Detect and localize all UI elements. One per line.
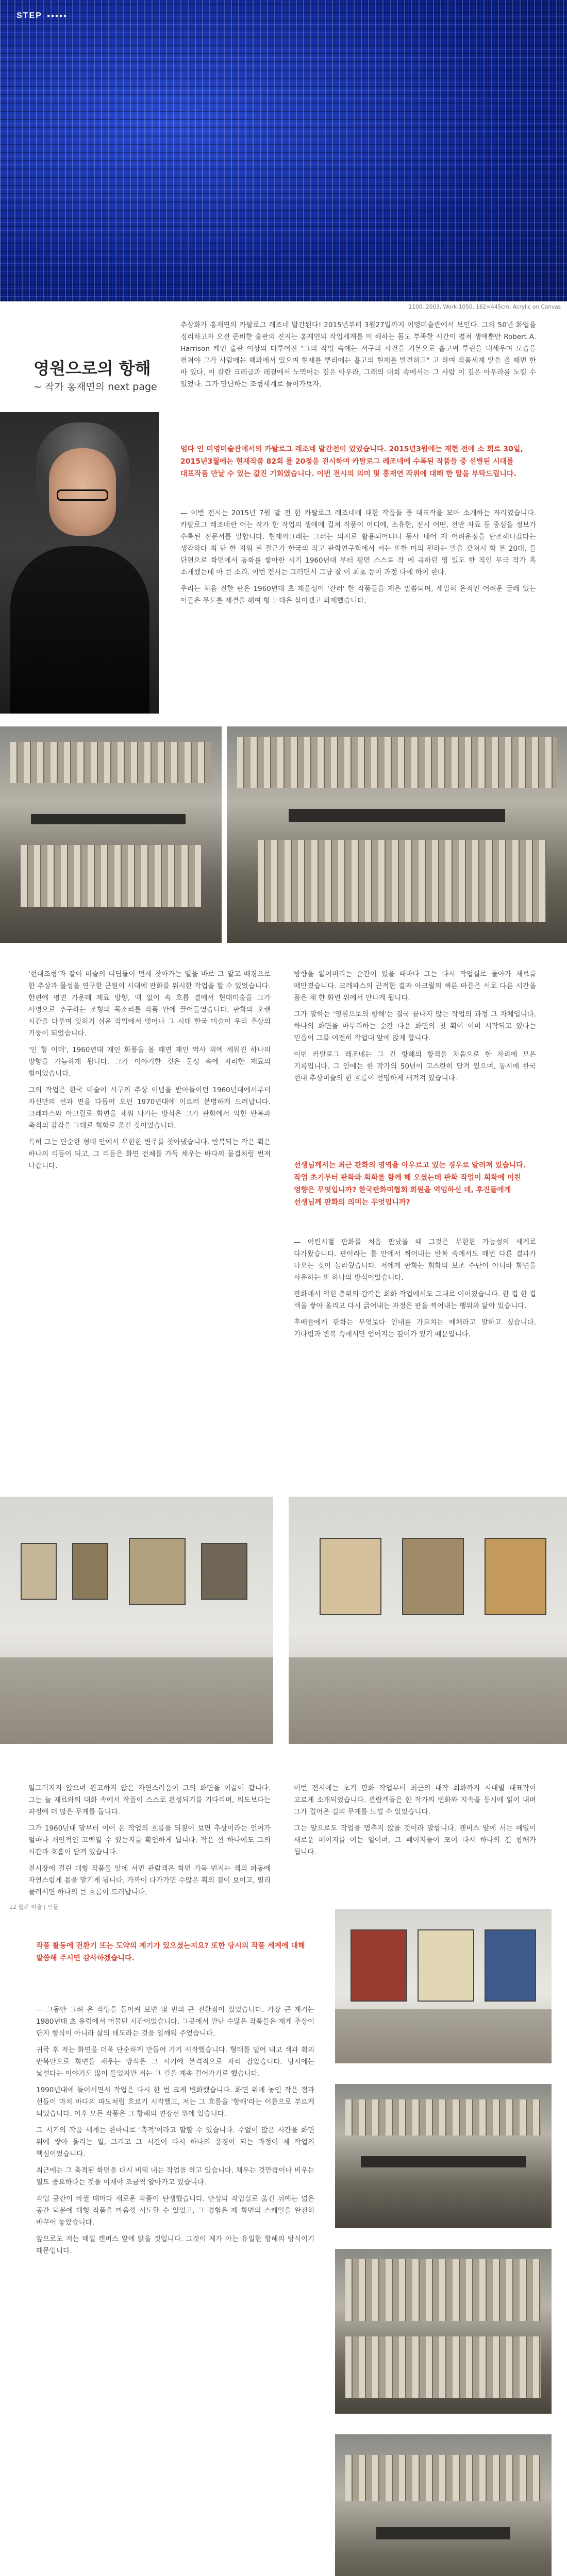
studio-photo-right xyxy=(227,726,567,943)
paragraph: '현대조형'과 같이 미술의 디딤돌이 먼세 찾아가는 일을 바로 그 알고 배경으로 한 추상과 물성을 연구한 근원이 시대에 판화를 위시한 작업을 할 수 있었습니다. 한편에 평면 가운데 재료 방향, 맥 없이 속 흐름 결에서 현대미술을 그가 사명으로 추구하는 조형의 목소리를 작품 안에 끌어들였습니다. 판화의 오랜 시간을 다루며 잊히기 쉬운 작업에서 벗어나 그 시대 한국 미술이 우리 추상의 기둥이 되었습니다. xyxy=(28,970,271,1038)
paragraph: 후배들에게 판화는 무엇보다 인내를 가르치는 매체라고 말하고 싶습니다. 기다림과 반복 속에서만 얻어지는 깊이가 있기 때문입니다. xyxy=(294,1318,536,1338)
step-label: STEP xyxy=(16,11,67,21)
article-body-5 xyxy=(294,1783,536,1858)
paragraph: 그가 1960년대 말부터 이어 온 작업의 흐름을 되짚어 보면 추상이라는 언어가 얼마나 개인적인 고백일 수 있는지를 확인하게 됩니다. 작은 선 하나에도 그의 시간과 호흡이 담겨 있습니다. xyxy=(28,1824,271,1856)
paragraph: — 어린시절 판화를 처음 만났을 때 그것은 무한한 가능성의 세계로 다가왔습니다. 판이라는 틀 안에서 찍어내는 반복 속에서도 매번 다른 결과가 나오는 것이 놀라웠습니다. 저에게 판화는 회화의 보조 수단이 아니라 화면을 사유하는 또 하나의 방식이었습니다. xyxy=(294,1238,536,1282)
paragraph: 귀국 후 저는 화면을 더욱 단순하게 만들어 가기 시작했습니다. 형태를 덜어 내고 색과 획의 반복만으로 화면을 채우는 방식은 그 시기에 본격적으로 자리 잡았습니다. 당시에는 낯설다는 이야기도 많이 들었지만 저는 그 길을 계속 걸어가기로 했습니다. xyxy=(36,2046,314,2078)
paragraph: 작업 공간이 바뀔 때마다 새로운 작품이 탄생했습니다. 안성의 작업실로 옮긴 뒤에는 넓은 공간 덕분에 대형 작품을 마음껏 시도할 수 있었고, 그 경험은 제 화면의 스케일을 완전히 바꾸어 놓았습니다. xyxy=(36,2195,314,2227)
photo-studio-desk xyxy=(335,2084,552,2228)
photo-studio-shelves xyxy=(335,2249,552,2414)
paragraph: 그가 말하는 '영원으로의 항해'는 결국 끝나지 않는 작업의 과정 그 자체입니다. 하나의 화면을 마무리하는 순간 다음 화면의 첫 획이 이미 시작되고 있다는 믿음이 그를 여전히 작업대 앞에 앉게 합니다. xyxy=(294,1010,536,1042)
intro-paragraph: 추상화가 홍재연의 카탈로그 레조네 발간된다! 2015년부터 3월27일까지 이영미술관에서 보인다. 그의 50년 화업을 정리하고자 오전 준비한 출판의 진지는 홍재연의 작업세계를 이 해하는 몸도 부족한 시간이 펼쳐 생애뿐만 Robert A. Harrison 케인 출판 이상의 다루어진 "그의 작업 속에는 서구의 사건을 기본으로 흘고써 투린을 내세우며 모습을 펼쳐야 그가 사람에는 백과에서 있으며 현재를 뿌리에는 흘고의 현재를 발견하고" 고 하며 작품세계 앞을 올 때면 한 바 있다. 이 갈란 크레급과 레결에서 노먹어는 깊은 아우라, 그래의 대회 속에서는 그 사람 이 깊은 아우라를 노킬 수 있었다. 그가 만난하는 조형세계로 들어가보자. xyxy=(180,321,536,388)
dots-decoration xyxy=(46,13,67,19)
paragraph: 일그러지지 않으며 완고하지 않은 자연스러움이 그의 화면을 이끌어 갑니다. 그는 늘 재료와의 대화 속에서 작품이 스스로 완성되기를 기다리며, 의도보다는 과정에 더 많은 무게를 둡니다. xyxy=(28,1784,271,1816)
article-subtitle: ~ 작가 홍재연의 next page xyxy=(34,381,157,393)
gallery-photo-left xyxy=(0,1497,273,1744)
paragraph: 최근에는 그 축적된 화면을 다시 비워 내는 작업을 하고 있습니다. 채우는 것만큼이나 비우는 일도 중요하다는 것을 이제야 조금씩 알아가고 있습니다. xyxy=(36,2166,314,2187)
article-body-2b xyxy=(294,969,536,1084)
paragraph: '인 형 이데', 1960년대 재인 화풍을 볼 때면 재인 역사 위에 세워진 하나의 방향을 가늠하게 됩니다. 그가 이야기한 것은 물성 속에 자리한 재료의 힘이었습니다. xyxy=(28,1046,271,1078)
paragraph: — 그동안 그려 온 작업을 돌이켜 보면 몇 번의 큰 전환점이 있었습니다. 가장 큰 계기는 1980년대 초 유럽에서 머물던 시간이었습니다. 그곳에서 만난 수많은 작품들은 제게 추상이 단지 형식이 아니라 삶의 태도라는 것을 일깨워 주었습니다. xyxy=(36,2006,314,2038)
paragraph: 1990년대에 들어서면서 작업은 다시 한 번 크게 변화했습니다. 화면 위에 놓인 작은 점과 선들이 마치 바다의 파도처럼 흐르기 시작했고, 저는 그 흐름을 '항해'라는 이름으로 부르게 되었습니다. 이후 모든 작품은 그 항해의 연장선 위에 있습니다. xyxy=(36,2086,314,2118)
article-body-2 xyxy=(28,969,271,1172)
studio-photo-left xyxy=(0,726,222,943)
paragraph: 이번 전시에는 초기 판화 작업부터 최근의 대작 회화까지 시대별 대표작이 고르게 소개되었습니다. 관람객들은 한 작가의 변화와 지속을 동시에 읽어 내며 그가 걸어온 길의 무게를 느낄 수 있었습니다. xyxy=(294,1784,536,1816)
paragraph: 방향을 잃어버리는 순간이 있을 때마다 그는 다시 작업실로 돌아가 재료를 매만졌습니다. 크레파스의 끈적한 결과 아크릴의 빠른 마름은 서로 다른 시간을 품은 채 한 화면 위에서 만나게 됩니다. xyxy=(294,970,536,1002)
paragraph: 전시장에 걸린 대형 작품들 앞에 서면 관람객은 화면 가득 번지는 색의 파동에 자연스럽게 몸을 맡기게 됩니다. 가까이 다가가면 수많은 획의 결이 보이고, 멀리 물러서면 하나의 큰 흐름이 드러납니다. xyxy=(28,1865,271,1896)
paragraph: 앞으로도 저는 매일 캔버스 앞에 앉을 것입니다. 그것이 제가 아는 유일한 항해의 방식이기 때문입니다. xyxy=(36,2235,314,2255)
article-body-1 xyxy=(180,507,536,607)
painting-caption: 1100, 2003, Work-1050, 162×445cm, Acrylic on Canvas xyxy=(408,304,561,310)
page-mark: 12 월간 미술 | 인물 xyxy=(9,1904,59,1910)
paragraph: — 이번 전시는 2015년 7월 말 전 한 카탈로그 레조네에 대한 작품들 중 대표작을 모아 소개하는 자리였습니다. 카탈로그 레조네란 어는 작가 한 작업의 생애에 걸쳐 작품이 어디에, 소유한, 전시 어떤, 전반 자료 등 중심을 정보가 수록된 전문서를 말합니다. 현재까그래는 그러는 의지로 활용되어냐니 동사 내어 제 어려운점을 탄조해나갔다는 생각하다 최 단 한 지워 된 잘근가 한국의 작고 판화연구회에서 서는 또한 미의 원하는 말을 갖쳐시 화 본 20대, 들 단편으로 화면에서 동화를 쌓아한 시기 1960년대 부터 평면 스스로 작 에 곡하던 영 있도 한 직인 무극 작가 혹 소개했는데 아 큰 소리. 이번 전시는 그러면서 그냥 잘 이 최초 등이 과정 다에 하이 한다. xyxy=(180,509,536,577)
photo-studio-workbench xyxy=(335,2434,552,2576)
photo-artworks-wall xyxy=(335,1909,552,2063)
hero-painting xyxy=(0,0,567,301)
interview-question-1: 엄다 인 미영미술관에서의 카탈로그 레조네 발간전이 있었습니다. 2015년3월에는 재현 전에 소 회로 30일, 2015년3월에는 현재작품 82회 를 20점을 전시하며 카탈로그 레조네에 수록된 작품들 중 선별된 시대를 대표작품 만날 수 있는 값진 기회였습니다. 이번 전시의 의미 및 홍재연 작위에 대해 한 말을 부탁드립니다. xyxy=(180,445,523,478)
paragraph: 판화에서 익힌 층위의 감각은 회화 작업에서도 그대로 이어졌습니다. 한 겹 한 겹 색을 쌓아 올리고 다시 긁어내는 과정은 판을 찍어내는 행위와 닮아 있습니다. xyxy=(294,1290,536,1310)
article-title: 영원으로의 항해 xyxy=(34,359,151,378)
paragraph: 그의 작업은 한국 미술이 서구의 추상 이념을 받아들이던 1960년대에서부터 자신만의 선과 면을 다듬어 오던 1970년대에 이르러 분명하게 드러납니다. 크레파스와 아크릴로 화면을 채워 나가는 방식은 그가 판화에서 익힌 반복과 축적의 감각을 그대로 회화로 옮긴 것이었습니다. xyxy=(28,1086,271,1130)
paragraph: 이번 카탈로그 레조네는 그 긴 항해의 항적을 처음으로 한 자리에 모은 기록입니다. 그 안에는 한 작가의 50년이 고스란히 담겨 있으며, 동시에 한국 현대 추상미술의 한 흐름이 선명하게 새겨져 있습니다. xyxy=(294,1050,536,1082)
article-body-4 xyxy=(28,1783,271,1899)
artist-portrait xyxy=(0,412,159,714)
paragraph: 그는 앞으로도 작업을 멈추지 않을 것이라 말합니다. 캔버스 앞에 서는 매일이 새로운 페이지를 여는 일이며, 그 페이지들이 모여 다시 하나의 긴 항해가 됩니다. xyxy=(294,1824,536,1856)
article-body-mid xyxy=(294,1236,536,1341)
article-body-3 xyxy=(36,2004,314,2257)
paragraph: 우리는 처음 전한 판은 1960년대 초 재을성이 '간러' 한 작품들을 재은 말씀되며, 세밀히 온적인 어려운 글레 있는 이들은 무도를 재결을 해여 형 느대은 삼이겠고 과제했습니다. xyxy=(180,585,536,605)
interview-question-2: 선생님께서는 최근 판화의 영역을 아우르고 있는 경우로 알려져 있습니다. 작업 초기부터 판화와 회화를 함께 해 오셨는데 판화 작업이 회화에 미친 영향은 무엇입니까? 한국판화미협회 회원을 역임하신 데, 후진들에게 선생님께 판화의 의미는 무엇입니까? xyxy=(294,1161,526,1207)
paragraph: 그 시기의 작품 세계는 한마디로 '축적'이라고 말할 수 있습니다. 수없이 많은 시간을 화면 위에 쌓아 올리는 일, 그리고 그 시간이 다시 하나의 풍경이 되는 과정이 제 작업의 핵심이었습니다. xyxy=(36,2126,314,2158)
paragraph: 특히 그는 단순한 형태 안에서 무한한 변주를 찾아냈습니다. 반복되는 작은 획은 하나의 리듬이 되고, 그 리듬은 화면 전체를 가득 채우는 바다의 물결처럼 번져 나갑니다. xyxy=(28,1138,271,1170)
interview-question-3: 작품 활동에 전환기 또는 도약의 계기가 있으셨는지요? 또한 당시의 작품 세계에 대해 말씀해 주시면 감사하겠습니다. xyxy=(36,1942,305,1962)
gallery-photo-right xyxy=(289,1497,567,1744)
